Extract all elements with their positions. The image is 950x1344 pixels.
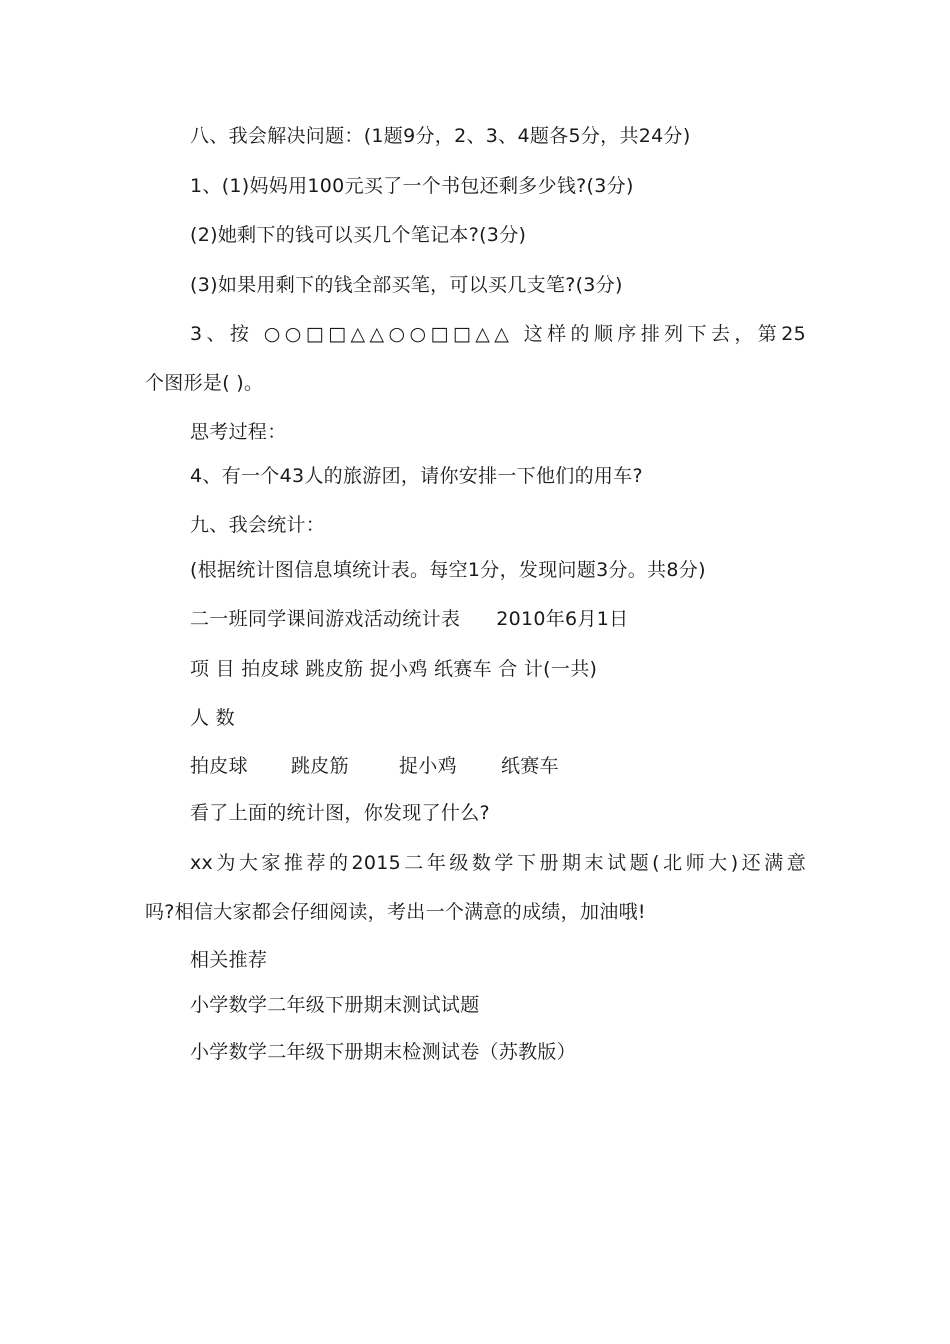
chart-label-2: 跳皮筋 bbox=[291, 755, 349, 777]
closing-line-1: xx为大家推荐的2015二年级数学下册期末试题(北师大)还满意 bbox=[190, 852, 806, 874]
table-title: 二一班同学课间游戏活动统计表 bbox=[190, 608, 461, 630]
related-title: 相关推荐 bbox=[190, 949, 268, 971]
chart-label-4: 纸赛车 bbox=[501, 755, 559, 777]
question-3-line-1: 3、按 ○○□□△△○○□□△△ 这样的顺序排列下去，第25 bbox=[190, 323, 806, 345]
question-3-line-2: 个图形是( )。 bbox=[145, 372, 264, 394]
section-9-note: (根据统计图信息填统计表。每空1分，发现问题3分。共8分) bbox=[190, 559, 706, 581]
table-date: 2010年6月1日 bbox=[496, 608, 629, 630]
chart-label-3: 捉小鸡 bbox=[399, 755, 457, 777]
chart-question: 看了上面的统计图，你发现了什么? bbox=[190, 802, 490, 824]
section-9-title: 九、我会统计： bbox=[190, 514, 326, 536]
chart-label-1: 拍皮球 bbox=[190, 755, 248, 777]
related-link-2[interactable]: 小学数学二年级下册期末检测试卷（苏教版） bbox=[190, 1041, 577, 1063]
question-1-part-1: 1、(1)妈妈用100元买了一个书包还剩多少钱?(3分) bbox=[190, 175, 634, 197]
table-row-label: 人 数 bbox=[190, 707, 235, 729]
closing-line-2: 吗?相信大家都会仔细阅读，考出一个满意的成绩，加油哦! bbox=[145, 901, 646, 923]
table-title-line bbox=[190, 607, 628, 631]
related-link-1[interactable]: 小学数学二年级下册期末测试试题 bbox=[190, 994, 480, 1016]
question-4: 4、有一个43人的旅游团，请你安排一下他们的用车? bbox=[190, 465, 643, 487]
question-1-part-3: (3)如果用剩下的钱全部买笔，可以买几支笔?(3分) bbox=[190, 274, 623, 296]
section-8-title: 八、我会解决问题：(1题9分，2、3、4题各5分，共24分) bbox=[190, 125, 691, 147]
thinking-process-label: 思考过程： bbox=[190, 421, 287, 443]
table-header-row: 项 目 拍皮球 跳皮筋 捉小鸡 纸赛车 合 计(一共) bbox=[190, 658, 598, 680]
question-1-part-2: (2)她剩下的钱可以买几个笔记本?(3分) bbox=[190, 224, 527, 246]
